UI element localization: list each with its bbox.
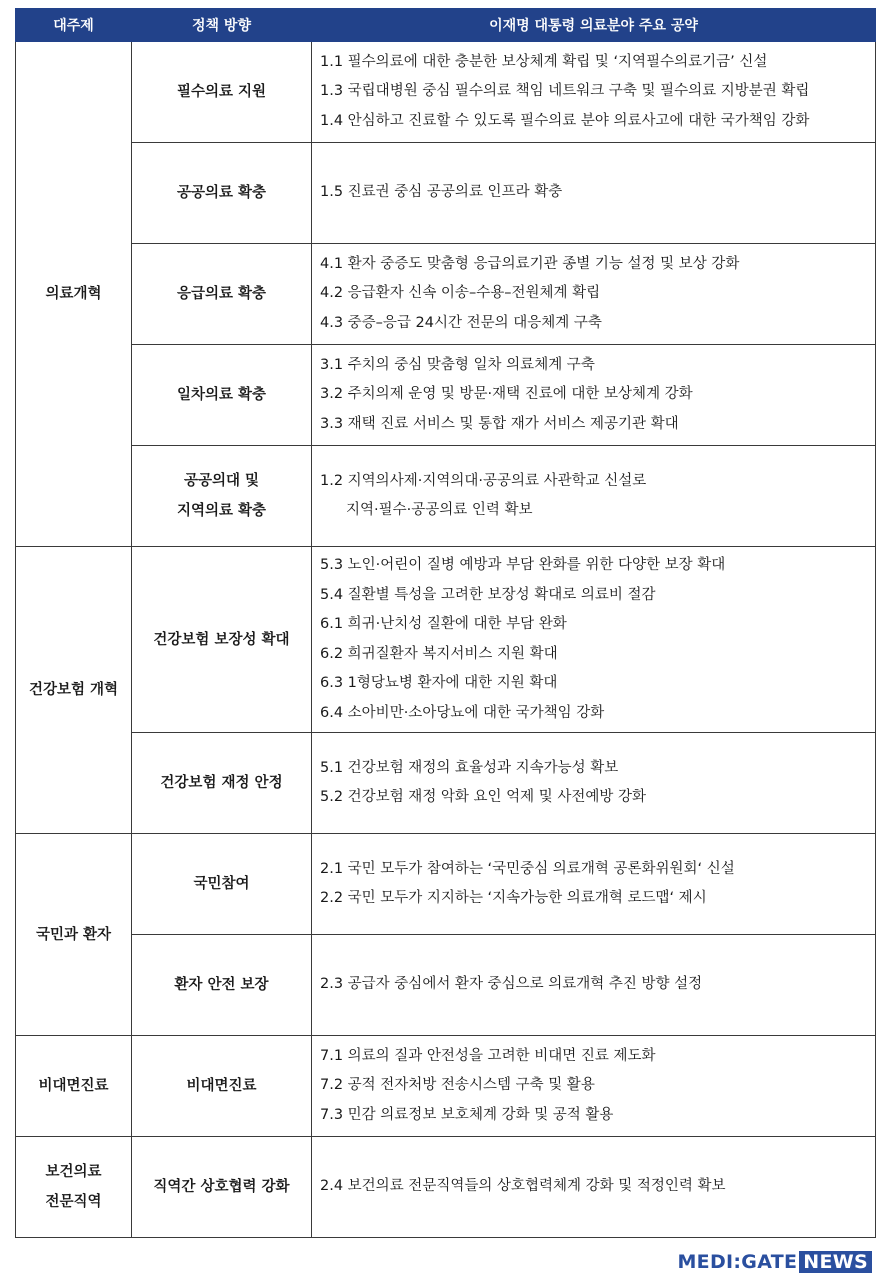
category-cell: 비대면진료 bbox=[16, 1036, 132, 1137]
direction-cell: 환자 안전 보장 bbox=[132, 935, 312, 1036]
category-line: 보건의료 bbox=[45, 1164, 102, 1180]
table-row bbox=[16, 834, 876, 935]
pledge-item: 4.1 환자 중증도 맞춤형 응급의료기관 종별 기능 설정 및 보상 강화 bbox=[320, 255, 740, 272]
table-row bbox=[16, 547, 876, 733]
category-line: 전문직역 bbox=[45, 1194, 102, 1210]
table-row bbox=[16, 143, 876, 244]
pledge-item: 3.1 주치의 중심 맞춤형 일차 의료체계 구축 bbox=[320, 356, 595, 373]
header-row bbox=[16, 9, 876, 42]
pledge-item: 5.2 건강보험 재정 악화 요인 억제 및 사전예방 강화 bbox=[320, 789, 647, 805]
pledges-cell bbox=[312, 345, 876, 446]
header-direction: 정책 방향 bbox=[132, 9, 312, 42]
pledges-cell bbox=[312, 244, 876, 345]
direction-cell: 국민참여 bbox=[132, 834, 312, 935]
medigate-news-logo bbox=[677, 1251, 872, 1273]
category-cell bbox=[16, 1137, 132, 1238]
pledges-cell bbox=[312, 143, 876, 244]
pledge-item: 2.4 보건의료 전문직역들의 상호협력체계 강화 및 적정인력 확보 bbox=[320, 1178, 726, 1195]
pledge-item: 7.2 공적 전자처방 전송시스템 구축 및 활용 bbox=[320, 1077, 595, 1094]
pledge-item: 3.2 주치의제 운영 및 방문·재택 진료에 대한 보상체계 강화 bbox=[320, 386, 693, 403]
pledges-cell bbox=[312, 935, 876, 1036]
category-cell: 국민과 환자 bbox=[16, 834, 132, 1036]
pledge-item: 5.3 노인·어린이 질병 예방과 부담 완화를 위한 다양한 보장 확대 bbox=[320, 557, 726, 573]
category-cell: 의료개혁 bbox=[16, 42, 132, 547]
header-pledges: 이재명 대통령 의료분야 주요 공약 bbox=[312, 9, 876, 42]
pledges-cell bbox=[312, 733, 876, 834]
pledges-cell bbox=[312, 547, 876, 733]
table-row bbox=[16, 446, 876, 547]
pledge-item: 3.3 재택 진료 서비스 및 통합 재가 서비스 제공기관 확대 bbox=[320, 415, 679, 432]
pledge-item: 6.3 1형당뇨병 환자에 대한 지원 확대 bbox=[320, 675, 558, 691]
direction-line: 지역의료 확충 bbox=[176, 503, 267, 519]
table-row bbox=[16, 244, 876, 345]
pledges-cell bbox=[312, 446, 876, 547]
policy-table bbox=[15, 8, 876, 1238]
pledge-item: 2.2 국민 모두가 지지하는 ‘지속가능한 의료개혁 로드맵‘ 제시 bbox=[320, 890, 707, 906]
table-row bbox=[16, 345, 876, 446]
pledge-item: 1.3 국립대병원 중심 필수의료 책임 네트워크 구축 및 필수의료 지방분권 확립 bbox=[320, 83, 810, 100]
logo-news: NEWS bbox=[799, 1251, 872, 1273]
table-row bbox=[16, 935, 876, 1036]
pledge-item: 7.3 민감 의료정보 보호체계 강화 및 공적 활용 bbox=[320, 1106, 614, 1123]
direction-cell: 비대면진료 bbox=[132, 1036, 312, 1137]
pledge-item: 6.1 희귀·난치성 질환에 대한 부담 완화 bbox=[320, 616, 567, 632]
table-row bbox=[16, 1137, 876, 1238]
pledge-item: 2.3 공급자 중심에서 환자 중심으로 의료개혁 추진 방향 설정 bbox=[320, 976, 703, 993]
pledge-item: 6.2 희귀질환자 복지서비스 지원 확대 bbox=[320, 645, 558, 662]
direction-cell: 직역간 상호협력 강화 bbox=[132, 1137, 312, 1238]
pledge-item: 1.5 진료권 중심 공공의료 인프라 확충 bbox=[320, 184, 563, 201]
pledge-item: 6.4 소아비만·소아당뇨에 대한 국가책임 강화 bbox=[320, 704, 605, 721]
direction-cell: 건강보험 보장성 확대 bbox=[132, 547, 312, 733]
table-row bbox=[16, 1036, 876, 1137]
pledges-cell bbox=[312, 1036, 876, 1137]
pledges-cell bbox=[312, 834, 876, 935]
direction-cell: 공공의료 확충 bbox=[132, 143, 312, 244]
category-cell: 건강보험 개혁 bbox=[16, 547, 132, 834]
pledges-cell bbox=[312, 42, 876, 143]
direction-cell bbox=[132, 446, 312, 547]
pledge-item: 1.1 필수의료에 대한 충분한 보상체계 확립 및 ‘지역필수의료기금’ 신설 bbox=[320, 53, 768, 70]
pledge-item: 1.2 지역의사제·지역의대·공공의료 사관학교 신설로 bbox=[320, 472, 647, 489]
header-category: 대주제 bbox=[16, 9, 132, 42]
pledge-item: 5.4 질환별 특성을 고려한 보장성 확대로 의료비 절감 bbox=[320, 586, 656, 603]
logo-brand: MEDI:GATE bbox=[677, 1251, 798, 1273]
direction-cell: 필수의료 지원 bbox=[132, 42, 312, 143]
pledge-item: 4.3 중증–응급 24시간 전문의 대응체계 구축 bbox=[320, 314, 602, 331]
pledge-item: 5.1 건강보험 재정의 효율성과 지속가능성 확보 bbox=[320, 759, 619, 776]
direction-cell: 일차의료 확충 bbox=[132, 345, 312, 446]
pledge-item: 4.2 응급환자 신속 이송–수용–전원체계 확립 bbox=[320, 285, 601, 302]
pledge-item: 1.4 안심하고 진료할 수 있도록 필수의료 분야 의료사고에 대한 국가책임 강화 bbox=[320, 112, 810, 129]
direction-cell: 건강보험 재정 안정 bbox=[132, 733, 312, 834]
table-row bbox=[16, 733, 876, 834]
pledges-cell bbox=[312, 1137, 876, 1238]
direction-line: 공공의대 및 bbox=[183, 473, 260, 489]
table-row bbox=[16, 42, 876, 143]
pledge-item: 7.1 의료의 질과 안전성을 고려한 비대면 진료 제도화 bbox=[320, 1047, 656, 1064]
direction-cell: 응급의료 확충 bbox=[132, 244, 312, 345]
pledge-item: 2.1 국민 모두가 참여하는 ‘국민중심 의료개혁 공론화위원회‘ 신설 bbox=[320, 860, 735, 877]
pledge-item-continued: 지역·필수·공공의료 인력 확보 bbox=[346, 502, 533, 518]
